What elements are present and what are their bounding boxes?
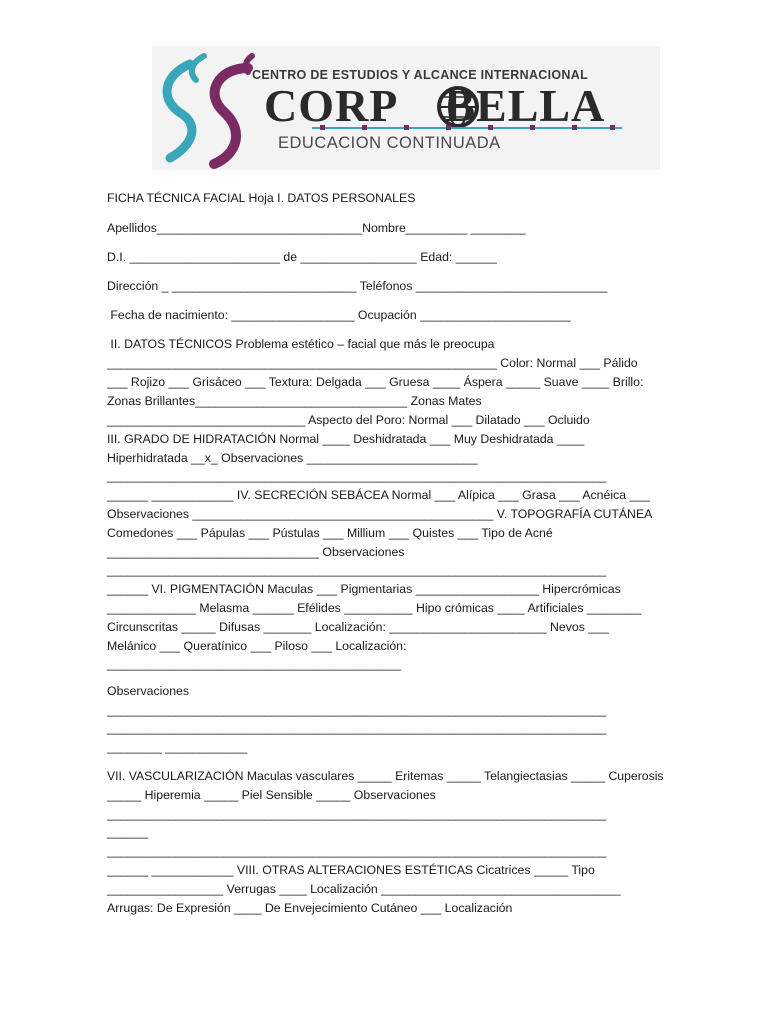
form-line: _____ Hiperemia _____ Piel Sensible _____ Observaciones bbox=[107, 788, 436, 802]
form-line: _________________________________________________________________________ bbox=[107, 563, 607, 577]
form-line: _____________ Melasma ______ Efélides __________ Hipo crómicas ____ Artificiales ________ bbox=[107, 601, 642, 615]
form-line: D.I. ______________________ de _________________ Edad: ______ bbox=[107, 250, 497, 264]
logo-brand-name bbox=[264, 79, 664, 132]
form-line: FICHA TÉCNICA FACIAL Hoja I. DATOS PERSONALES bbox=[107, 191, 416, 205]
form-line: ________ ____________ bbox=[107, 740, 248, 754]
form-line: Observaciones bbox=[107, 684, 190, 698]
form-line: III. GRADO DE HIDRATACIÓN Normal ____ Deshidratada ___ Muy Deshidratada ____ bbox=[107, 432, 585, 446]
logo-brand-name-text bbox=[264, 80, 605, 131]
logo-top-text: CENTRO DE ESTUDIOS Y ALCANCE INTERNACIONAL bbox=[252, 68, 589, 82]
form-line: _________________________________________________________________________ bbox=[107, 469, 607, 483]
form-line: ______ bbox=[107, 825, 149, 839]
form-line: II. DATOS TÉCNICOS Problema estético – facial que más le preocupa bbox=[107, 337, 495, 351]
logo-brand-part: BELLA bbox=[444, 80, 606, 131]
form-line: _____________________________ Aspecto del Poro: Normal ___ Dilatado ___ Ocluido bbox=[107, 413, 590, 427]
form-line: ___ Rojizo ___ Grisáceo ___ Textura: Delgada ___ Gruesa ____ Áspera _____ Suave ____ Brillo: bbox=[107, 375, 644, 389]
form-line: _______________________________ Observaciones bbox=[107, 545, 405, 559]
form-line: _________________________________________________________________________ bbox=[107, 844, 607, 858]
form-line: _________________________________________________________________________ bbox=[107, 807, 607, 821]
form-line: Comedones ___ Pápulas ___ Pústulas ___ Millium ___ Quistes ___ Tipo de Acné bbox=[107, 526, 553, 540]
form-line: ______ ____________ VIII. OTRAS ALTERACIONES ESTÉTICAS Cicatrices _____ Tipo bbox=[107, 863, 595, 877]
logo-subtitle: EDUCACION CONTINUADA bbox=[278, 134, 501, 152]
form-line: ______ VI. PIGMENTACIÓN Maculas ___ Pigmentarias __________________ Hipercrómicas bbox=[107, 582, 621, 596]
form-line: _________________________________________________________ Color: Normal ___ Pálido bbox=[107, 356, 638, 370]
form-line: Fecha de nacimiento: __________________ Ocupación ______________________ bbox=[107, 308, 571, 322]
form-line: Arrugas: De Expresión ____ De Envejecimiento Cutáneo ___ Localización bbox=[107, 901, 513, 915]
form-line: Observaciones ____________________________________________ V. TOPOGRAFÍA CUTÁNEA bbox=[107, 507, 653, 521]
form-line: ______ ____________ IV. SECRECIÓN SEBÁCEA Normal ___ Alípica ___ Grasa ___ Acnéica ___ bbox=[107, 488, 651, 502]
form-line: _________________________________________________________________________ bbox=[107, 721, 607, 735]
form-line: Hiperhidratada __x_ Observaciones _________________________ bbox=[107, 451, 478, 465]
form-line: VII. VASCULARIZACIÓN Maculas vasculares _____ Eritemas _____ Telangiectasias _____ Cuperosis bbox=[107, 769, 664, 783]
logo-brand-part: CORP bbox=[264, 80, 399, 131]
form-line: Dirección _ ___________________________ Teléfonos ____________________________ bbox=[107, 279, 608, 293]
form-line: ___________________________________________ bbox=[107, 657, 402, 671]
form-line: Apellidos______________________________Nombre_________ ________ bbox=[107, 221, 526, 235]
form-line: Circunscritas _____ Difusas _______ Localización: _______________________ Nevos ___ bbox=[107, 620, 609, 634]
logo-banner bbox=[152, 46, 660, 170]
form-line: _________________________________________________________________________ bbox=[107, 703, 607, 717]
form-line: _________________ Verrugas ____ Localización ___________________________________ bbox=[107, 882, 621, 896]
form-line: Zonas Brillantes_______________________________ Zonas Mates bbox=[107, 394, 482, 408]
form-line: Melánico ___ Queratínico ___ Piloso ___ Localización: bbox=[107, 639, 407, 653]
